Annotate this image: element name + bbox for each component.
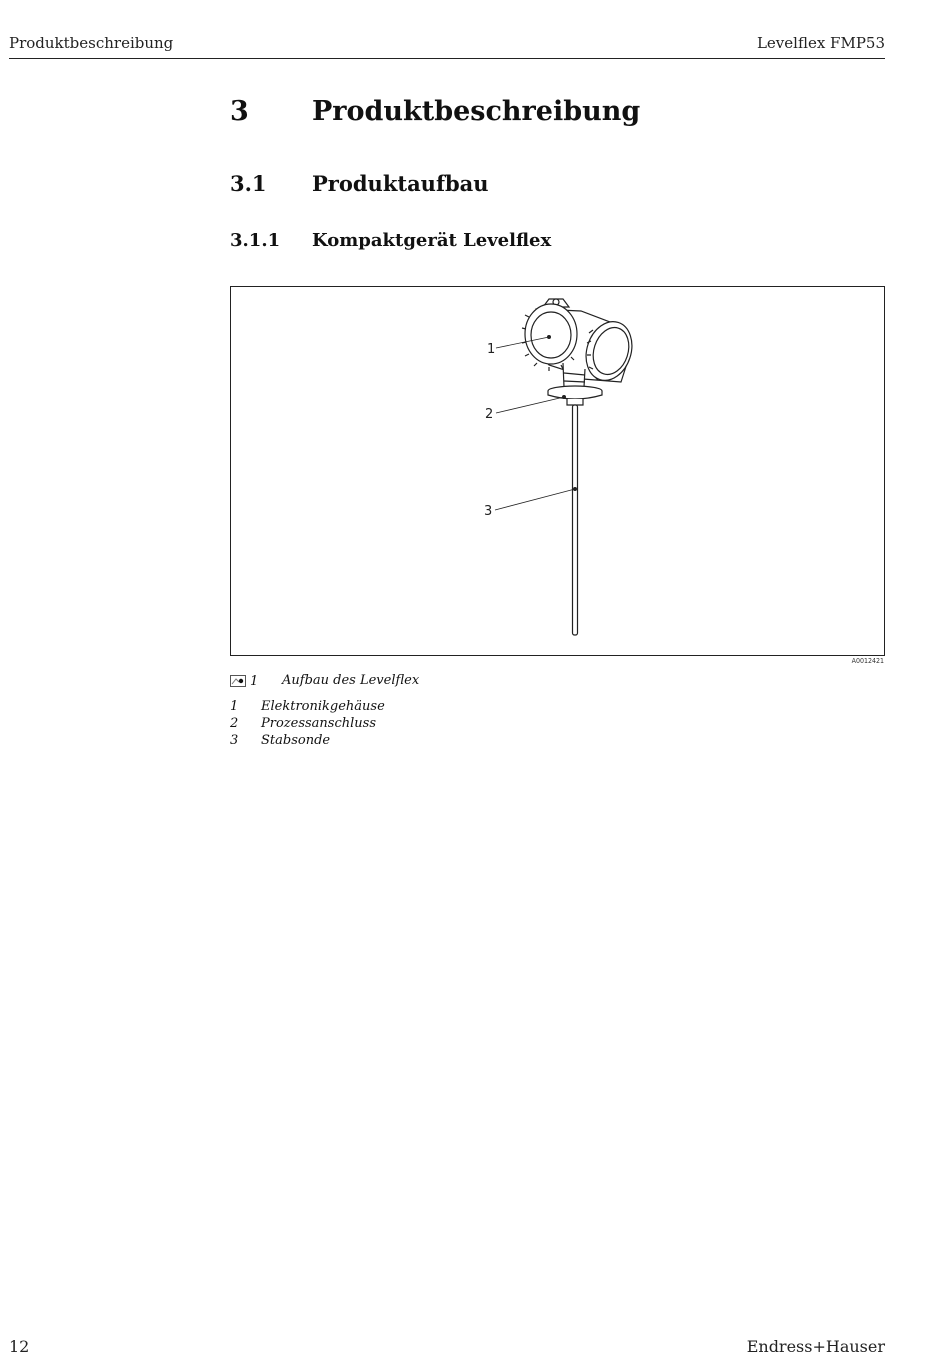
header-product-name: Levelflex FMP53 <box>756 34 885 52</box>
legend-number: 2 <box>230 716 239 731</box>
header-section-title: Produktbeschreibung <box>9 34 174 52</box>
subsection-number: 3.1.1 <box>230 230 281 251</box>
legend-text: Stabsonde <box>261 733 331 748</box>
legend-number: 3 <box>230 733 239 748</box>
front-cover <box>531 312 571 358</box>
brand-name: Endress+Hauser <box>746 1337 885 1356</box>
rod-probe <box>573 405 578 635</box>
figure-legend <box>230 699 630 750</box>
legend-item <box>230 716 630 733</box>
levelflex-device-drawing <box>231 287 884 655</box>
section-title: Produktaufbau <box>312 171 489 196</box>
figure-number: 1 <box>250 674 259 689</box>
figure-caption <box>230 673 730 691</box>
legend-item <box>230 733 630 750</box>
page-number: 12 <box>9 1337 30 1356</box>
page-header <box>9 32 885 59</box>
page-footer <box>9 1337 885 1359</box>
legend-number: 1 <box>230 699 239 714</box>
legend-text: Elektronikgehäuse <box>261 699 385 714</box>
callout-3: 3 <box>484 504 493 519</box>
device-figure <box>230 286 885 656</box>
legend-item <box>230 699 630 716</box>
callout-1: 1 <box>487 342 496 357</box>
subsection-title: Kompaktgerät Levelflex <box>312 230 552 251</box>
callout-2: 2 <box>485 407 494 422</box>
legend-text: Prozessanschluss <box>261 716 376 731</box>
figure-title: Aufbau des Levelflex <box>282 673 420 688</box>
chapter-title: Produktbeschreibung <box>312 96 641 127</box>
section-number: 3.1 <box>230 171 267 196</box>
chapter-number: 3 <box>230 96 249 127</box>
figure-id: A0012421 <box>851 657 884 665</box>
figure-icon <box>230 675 246 691</box>
